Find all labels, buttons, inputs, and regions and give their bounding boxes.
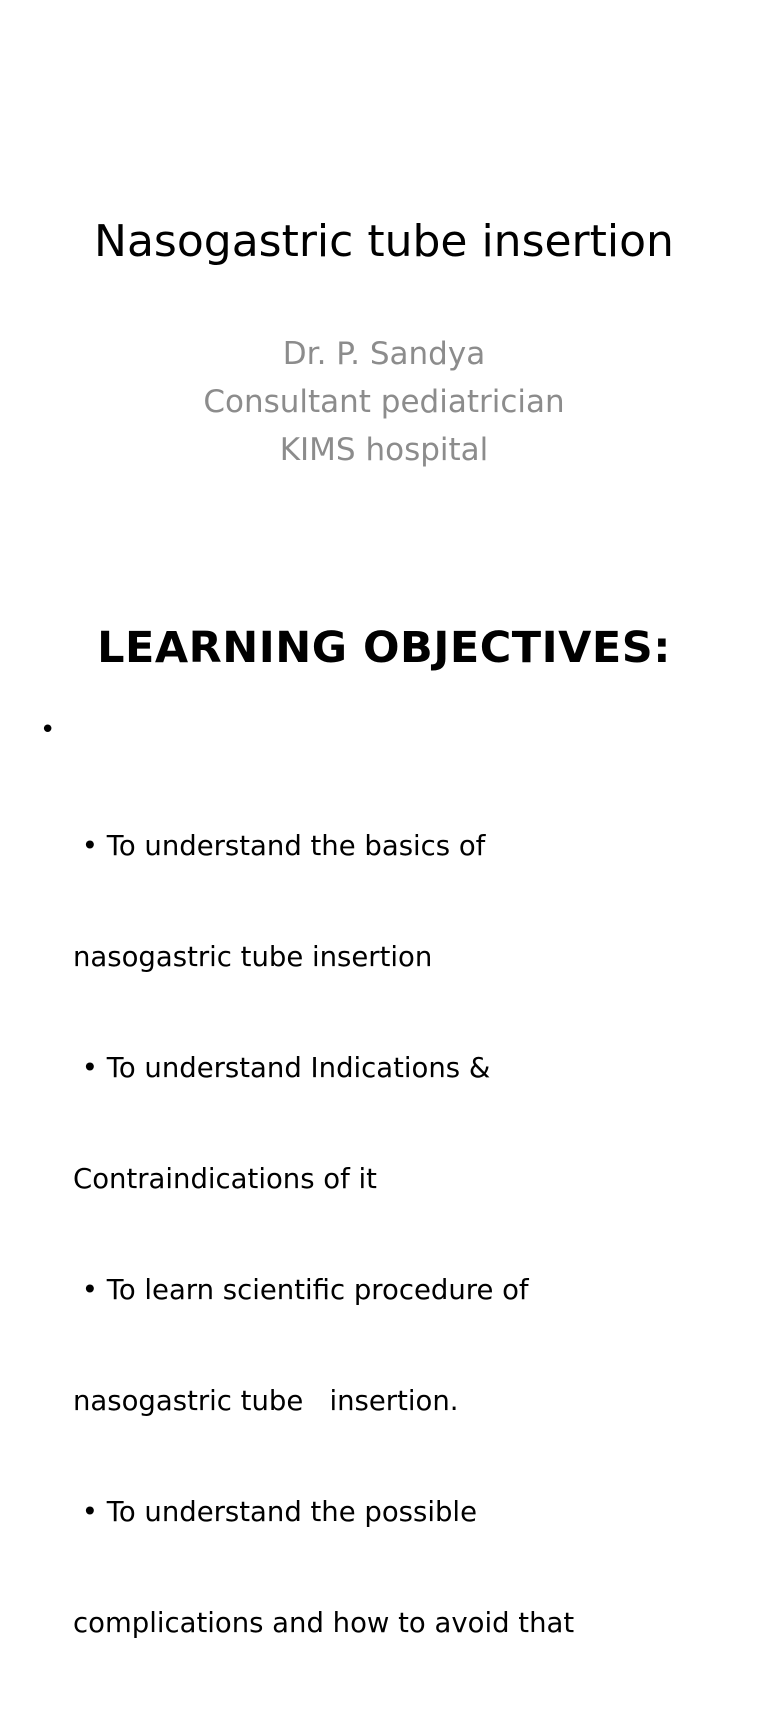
presenter-name: Dr. P. Sandya (282, 336, 486, 372)
objectives-list (73, 754, 753, 1716)
objective-line: nasogastric tube insertion (73, 941, 433, 973)
slide-title: Nasogastric tube insertion (94, 216, 674, 267)
objective-line: complications and how to avoid that (73, 1607, 575, 1639)
objectives-heading: LEARNING OBJECTIVES: (97, 623, 671, 673)
objective-line: • To understand the basics of (73, 830, 486, 862)
objective-line: nasogastric tube insertion. (73, 1385, 459, 1417)
bullet-marker: • (40, 715, 56, 745)
presenter-role: Consultant pediatrician (203, 384, 565, 420)
presenter-info (0, 330, 768, 474)
objective-line: • To learn scientific procedure of (73, 1274, 529, 1306)
objective-line: • To understand the possible (73, 1496, 477, 1528)
presenter-institution: KIMS hospital (279, 432, 489, 468)
objective-line: • To understand Indications & (73, 1052, 491, 1084)
objective-line: Contraindications of it (73, 1163, 377, 1195)
